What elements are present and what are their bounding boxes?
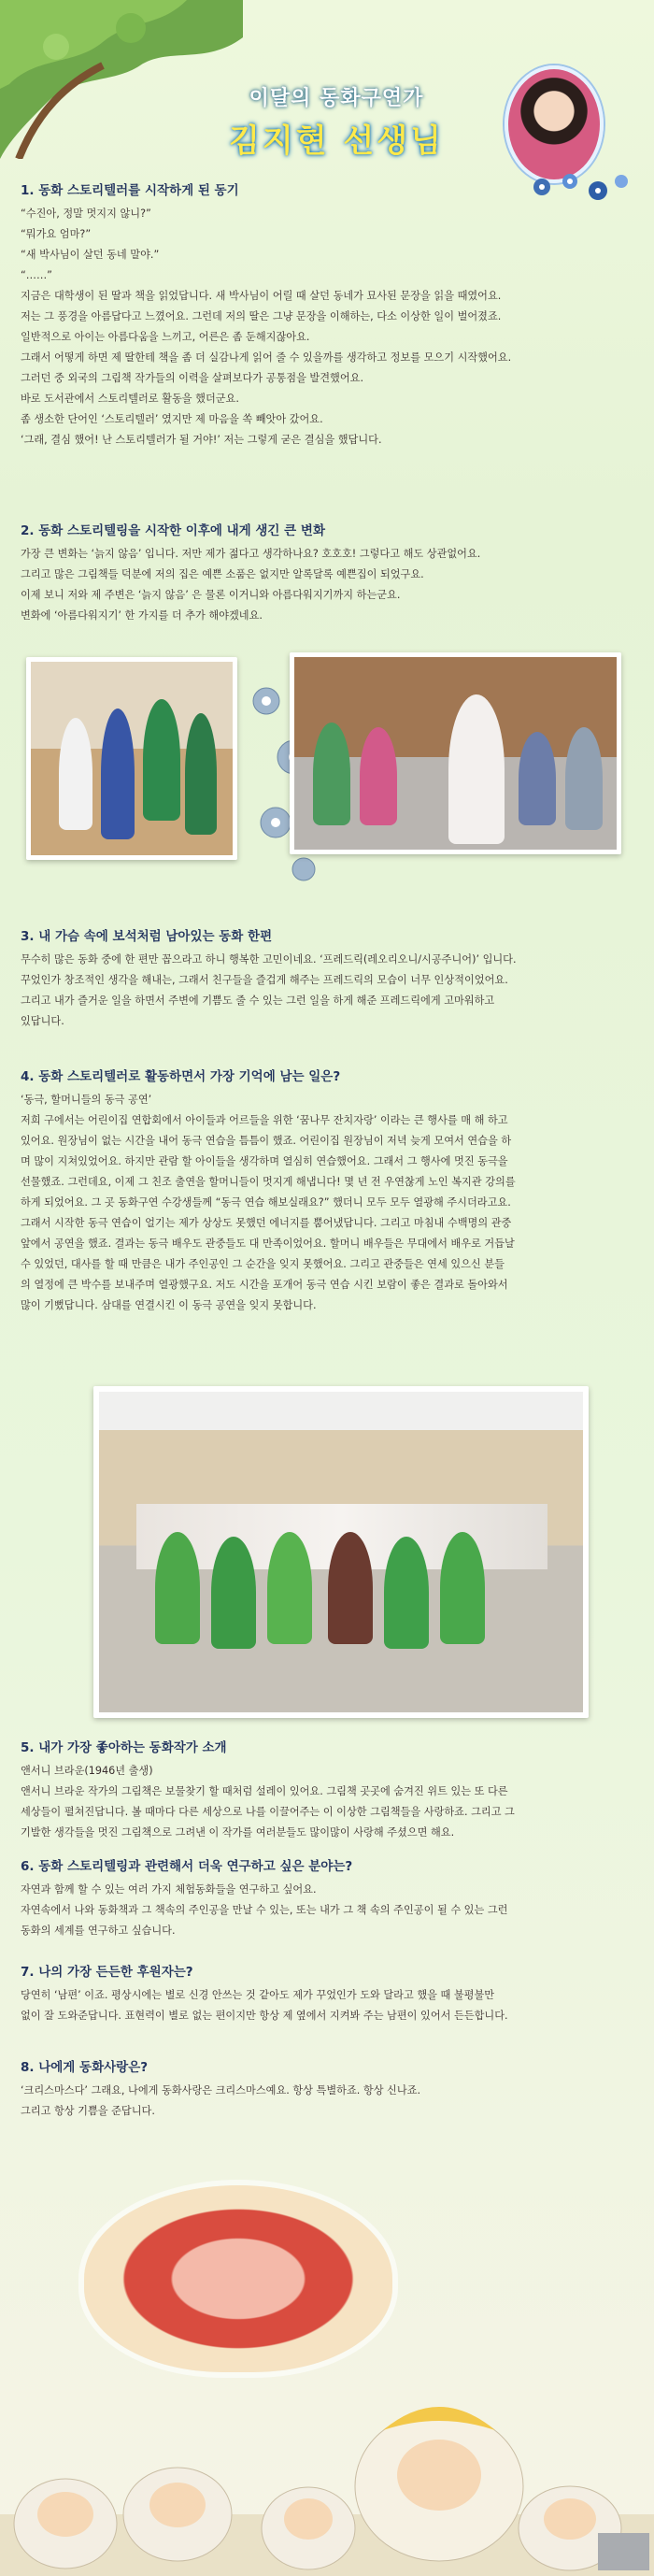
section-line: 하게 되었어요. 그 곳 동화구연 수강생들께 “동극 연습 해보실래요?” 했더니 모두 모두 열광해 주시더라고요. (21, 1196, 511, 1209)
photo-frog-play (93, 1386, 589, 1718)
section-line: 꾸었인가 창조적인 생각을 해내는, 그래서 친구들을 즐겁게 해주는 프레드릭의 모습이 너무 인상적이었어요. (21, 974, 508, 986)
section-title: 4. 동화 스토리텔러로 활동하면서 가장 기억에 남는 일은? (21, 1069, 341, 1084)
section-line: “뭐가요 엄마?” (21, 228, 92, 240)
section-line: 없이 잘 도와준답니다. 표현력이 별로 없는 편이지만 항상 제 옆에서 지켜봐 주는 남편이 있어서 든든합니다. (21, 2010, 508, 2022)
section-line: 기발한 생각들을 멋진 그림책으로 그려낸 이 작가를 여러분들도 많이많이 사랑해 주셨으면 해요. (21, 1826, 455, 1839)
section-title: 8. 나에게 동화사랑은? (21, 2060, 149, 2075)
section-line: 그리고 많은 그림책들 덕분에 저의 집은 예쁜 소품은 없지만 알록달록 예쁜집이 되었구요. (21, 568, 424, 580)
section-line: 그래서 어떻게 하면 제 딸한테 책을 좀 더 실감나게 읽어 줄 수 있을까를 생각하고 정보를 모으기 시작했어요. (21, 351, 512, 364)
title-name: 김지현 선생님 (229, 122, 444, 160)
section-line: 당연히 ‘남편’ 이죠. 평상시에는 별로 신경 안쓰는 것 같아도 제가 꾸었인가 도와 달라고 했을 때 불평불만 (21, 1989, 495, 2001)
section-line: 좀 생소한 단어인 ‘스토리텔러’ 였지만 제 마음을 쏙 빼앗아 갔어요. (21, 413, 323, 425)
section-line: 앤서니 브라운(1946년 출생) (21, 1765, 153, 1777)
section-line: 자연속에서 나와 동화책과 그 책속의 주인공을 만날 수 있는, 또는 내가 그 책 속의 주인공이 될 수 있는 그런 (21, 1904, 508, 1916)
photo-group-small (26, 657, 237, 860)
section-8 (21, 2056, 633, 2122)
section-5 (21, 1737, 633, 1843)
section-line: 의 열정에 큰 박수를 보내주며 열광했구요. 저도 시간을 포개어 동극 연습 시킨 보람이 좋은 결과로 돌아와서 (21, 1279, 508, 1291)
section-title: 5. 내가 가장 좋아하는 동화작가 소개 (21, 1740, 227, 1755)
title-subtitle: 이달의 동화구연가 (249, 87, 424, 110)
cartoon-sheep-illustration (0, 2374, 654, 2576)
section-6 (21, 1855, 633, 1941)
section-title: 3. 내 가슴 속에 보석처럼 남아있는 동화 한편 (21, 929, 273, 944)
section-line: ‘크리스마스다’ 그래요, 나에게 동화사랑은 크리스마스예요. 항상 특별하죠. 항상 신나죠. (21, 2084, 421, 2097)
section-line: 그래서 시작한 동극 연습이 얼기는 제가 상상도 못했던 에너지를 뿜어냈답니다. 그리고 마침내 수백명의 관중 (21, 1217, 512, 1229)
section-line: “수진아, 정말 멋지지 않니?” (21, 208, 151, 220)
section-title: 6. 동화 스토리텔링과 관련해서 더욱 연구하고 싶은 분야는? (21, 1859, 353, 1874)
section-title: 1. 동화 스토리텔러를 시작하게 된 동기 (21, 183, 239, 198)
section-line: 자연과 함께 할 수 있는 여러 가지 체험동화들을 연구하고 싶어요. (21, 1883, 317, 1896)
section-line: “새 박사님이 살던 동네 말야.” (21, 249, 160, 261)
section-line: 앤서니 브라운 작가의 그림책은 보물찾기 할 때처럼 설레이 있어요. 그림책 곳곳에 숨겨진 위트 있는 또 다른 (21, 1785, 508, 1797)
section-title: 7. 나의 가장 든든한 후원자는? (21, 1965, 193, 1980)
section-line: 바로 도서관에서 스토리텔러로 활동을 했더군요. (21, 393, 239, 405)
section-line: 선물했죠. 그런데요, 이제 그 친조 출연을 할머니들이 멋지게 해냅니다! 몇 년 전 우연찮게 노인 복지관 강의를 (21, 1176, 516, 1188)
section-line: 많이 기뻤답니다. 삼대를 연결시킨 이 동극 공연을 잊지 못합니다. (21, 1299, 317, 1311)
section-line: 가장 큰 변화는 ‘늙지 않음’ 입니다. 저만 제가 젊다고 생각하나요? 호호호! 그렇다고 해도 상관없어요. (21, 548, 481, 560)
section-line: 무수히 많은 동화 중에 한 편만 꼽으라고 하니 행복한 고민이네요. ‘프레드릭(레오리오니/시공주니어)’ 입니다. (21, 953, 517, 966)
section-2 (21, 520, 633, 626)
section-line: 있어요. 원장님이 없는 시간을 내어 동극 연습을 틈틈이 했죠. 어린이집 원장님이 저녁 늦게 모여서 연습을 하 (21, 1135, 512, 1147)
section-line: 변화에 ‘아름다워지기’ 한 가지를 더 추가 해야겠네요. (21, 609, 263, 622)
section-title: 2. 동화 스토리텔링을 시작한 이후에 내게 생긴 큰 변화 (21, 523, 325, 538)
section-line: 그리고 항상 기쁨을 준답니다. (21, 2105, 155, 2117)
section-line: ‘그래, 결심 했어! 난 스토리텔러가 될 거야!’ 저는 그렇게 굳은 결심을 했답니다. (21, 434, 382, 446)
section-line: 그러던 중 외국의 그림책 작가들의 이력을 살펴보다가 공통점을 발견했어요. (21, 372, 364, 384)
section-line: 일반적으로 아이는 아름다움을 느끼고, 어른은 좀 둔해지잖아요. (21, 331, 310, 343)
section-line: 지금은 대학생이 된 딸과 책을 읽었답니다. 새 박사님이 어릴 때 살던 동네가 묘사된 문장을 읽을 때였어요. (21, 290, 502, 302)
section-line: 저는 그 풍경을 아름답다고 느꼈어요. 그런데 저의 딸은 그냥 문장을 이해하는, 다소 이상한 일이 벌어졌죠. (21, 310, 502, 322)
section-line: 이제 보니 저와 제 주변은 ‘늙지 않음’ 은 물론 이거니와 아름다워지기까지 하는군요. (21, 589, 401, 601)
section-line: 저희 구에서는 어린이집 연합회에서 아이들과 어르들을 위한 ‘꿈나무 잔치자랑’ 이라는 큰 행사를 매 해 하고 (21, 1114, 508, 1126)
section-3 (21, 925, 633, 1032)
section-line: 동화의 세계를 연구하고 싶습니다. (21, 1925, 176, 1937)
section-7 (21, 1961, 633, 2026)
section-line: 수 있었던, 대사를 할 때 만큼은 내가 주인공인 그 순간을 잊지 못했어요. 그리고 관중들은 연세 있으신 분들 (21, 1258, 505, 1270)
section-line: 있답니다. (21, 1015, 64, 1027)
photo-lecture (290, 652, 621, 854)
section-line: 앞에서 공연을 했죠. 결과는 동극 배우도 관중들도 대 만족이었어요. 할머니 배우들은 무대에서 배우로 거듭날 (21, 1238, 515, 1250)
section-line: 그리고 내가 즐거운 일을 하면서 주변에 기쁨도 줄 수 있는 그런 일을 하게 해준 프레드릭에게 고마워하고 (21, 995, 495, 1007)
section-line: ‘동극, 할머니들의 동극 공연’ (21, 1094, 152, 1106)
section-line: 며 많이 지쳐있었어요. 하지만 관람 할 아이들을 생각하며 열심히 연습했어요. 그래서 그 행사에 멋진 동극을 (21, 1155, 508, 1167)
photo-christmas-group (84, 2185, 392, 2372)
section-line: “……” (21, 269, 52, 281)
title-block (168, 82, 505, 161)
portrait-photo (505, 65, 604, 183)
section-1 (21, 179, 633, 451)
section-line: 세상들이 펼쳐진답니다. 볼 때마다 다른 세상으로 나를 이끌어주는 이 이상한 그림책들을 사랑하죠. 그리고 그 (21, 1806, 515, 1818)
section-4 (21, 1066, 633, 1316)
